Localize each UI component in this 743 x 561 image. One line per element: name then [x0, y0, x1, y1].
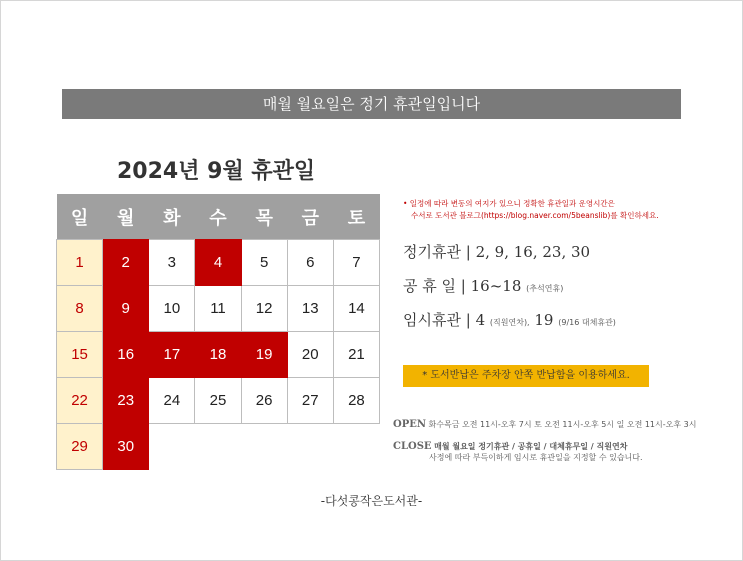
day-cell: 28	[333, 378, 379, 424]
closing-info	[393, 441, 643, 463]
day-cell: 27	[287, 378, 333, 424]
temp-closure-note1: (직원연차),	[489, 318, 530, 327]
schedule-notice-line2: 수서로 도서관 블로그(https://blog.naver.com/5beanslib)를 확인하세요.	[411, 211, 659, 220]
empty-day-cell	[149, 424, 195, 470]
day-cell: 12	[241, 286, 287, 332]
library-name-footer: -다섯콩작은도서관-	[320, 494, 423, 508]
temp-closure-day2: 19	[534, 311, 554, 329]
empty-day-cell	[287, 424, 333, 470]
day-cell: 24	[149, 378, 195, 424]
day-cell: 17	[149, 332, 195, 378]
calendar-week-row	[57, 286, 380, 332]
close-line2: 사정에 따라 부득이하게 임시로 휴관일을 지정할 수 있습니다.	[429, 453, 643, 462]
calendar-week-row	[57, 378, 380, 424]
monday-closed-banner: 매월 월요일은 정기 휴관일입니다	[62, 89, 681, 119]
day-cell: 8	[57, 286, 103, 332]
calendar-title: 2024년 9월 휴관일	[117, 159, 316, 184]
calendar-week-row	[57, 332, 380, 378]
public-holiday-row	[403, 275, 563, 296]
empty-day-cell	[241, 424, 287, 470]
empty-day-cell	[195, 424, 241, 470]
day-cell: 4	[195, 240, 241, 286]
weekday-header: 화	[149, 194, 195, 240]
temp-closure-label: 임시휴관	[403, 311, 461, 329]
day-cell: 10	[149, 286, 195, 332]
day-cell: 11	[195, 286, 241, 332]
calendar-week-row	[57, 424, 380, 470]
day-cell: 2	[103, 240, 149, 286]
close-line1: 매월 월요일 정기휴관 / 공휴일 / 대체휴무일 / 직원연차	[434, 442, 628, 451]
schedule-notice-line1: • 일정에 따라 변동의 여지가 있으니 정확한 휴관일과 운영시간은	[403, 199, 615, 208]
empty-day-cell	[333, 424, 379, 470]
day-cell: 29	[57, 424, 103, 470]
regular-closure-label: 정기휴관	[403, 243, 461, 261]
day-cell: 23	[103, 378, 149, 424]
weekday-header-row	[57, 194, 380, 240]
day-cell: 25	[195, 378, 241, 424]
weekday-header: 토	[333, 194, 379, 240]
day-cell: 14	[333, 286, 379, 332]
day-cell: 7	[333, 240, 379, 286]
day-cell: 5	[241, 240, 287, 286]
open-hours	[393, 419, 696, 430]
open-hours-text: 화수목금 오전 11시-오후 7시 토 오전 11시-오후 5시 일 오전 11시-오후 3시	[428, 420, 697, 429]
weekday-header: 월	[103, 194, 149, 240]
day-cell: 15	[57, 332, 103, 378]
day-cell: 16	[103, 332, 149, 378]
public-holiday-label: 공 휴 일	[403, 277, 457, 295]
temp-closure-row	[403, 309, 616, 330]
calendar-week-row	[57, 240, 380, 286]
day-cell: 21	[333, 332, 379, 378]
book-return-notice: * 도서반납은 주차장 안쪽 반납함을 이용하세요.	[403, 365, 649, 387]
day-cell: 13	[287, 286, 333, 332]
day-cell: 18	[195, 332, 241, 378]
temp-closure-note2: (9/16 대체휴관)	[558, 318, 616, 327]
day-cell: 1	[57, 240, 103, 286]
weekday-header: 금	[287, 194, 333, 240]
weekday-header: 목	[241, 194, 287, 240]
temp-closure-day1: | 4	[465, 311, 486, 329]
weekday-header: 일	[57, 194, 103, 240]
day-cell: 6	[287, 240, 333, 286]
day-cell: 22	[57, 378, 103, 424]
public-holiday-note: (추석연휴)	[526, 284, 564, 293]
close-label: CLOSE	[393, 441, 432, 452]
schedule-notice	[403, 198, 659, 222]
calendar-table	[56, 194, 380, 470]
day-cell: 19	[241, 332, 287, 378]
weekday-header: 수	[195, 194, 241, 240]
day-cell: 30	[103, 424, 149, 470]
day-cell: 20	[287, 332, 333, 378]
day-cell: 3	[149, 240, 195, 286]
regular-closure-row	[403, 241, 590, 262]
day-cell: 26	[241, 378, 287, 424]
day-cell: 9	[103, 286, 149, 332]
public-holiday-days: | 16~18	[460, 277, 522, 295]
open-label: OPEN	[393, 419, 426, 430]
calendar-body	[57, 240, 380, 470]
regular-closure-days: | 2, 9, 16, 23, 30	[465, 243, 591, 261]
